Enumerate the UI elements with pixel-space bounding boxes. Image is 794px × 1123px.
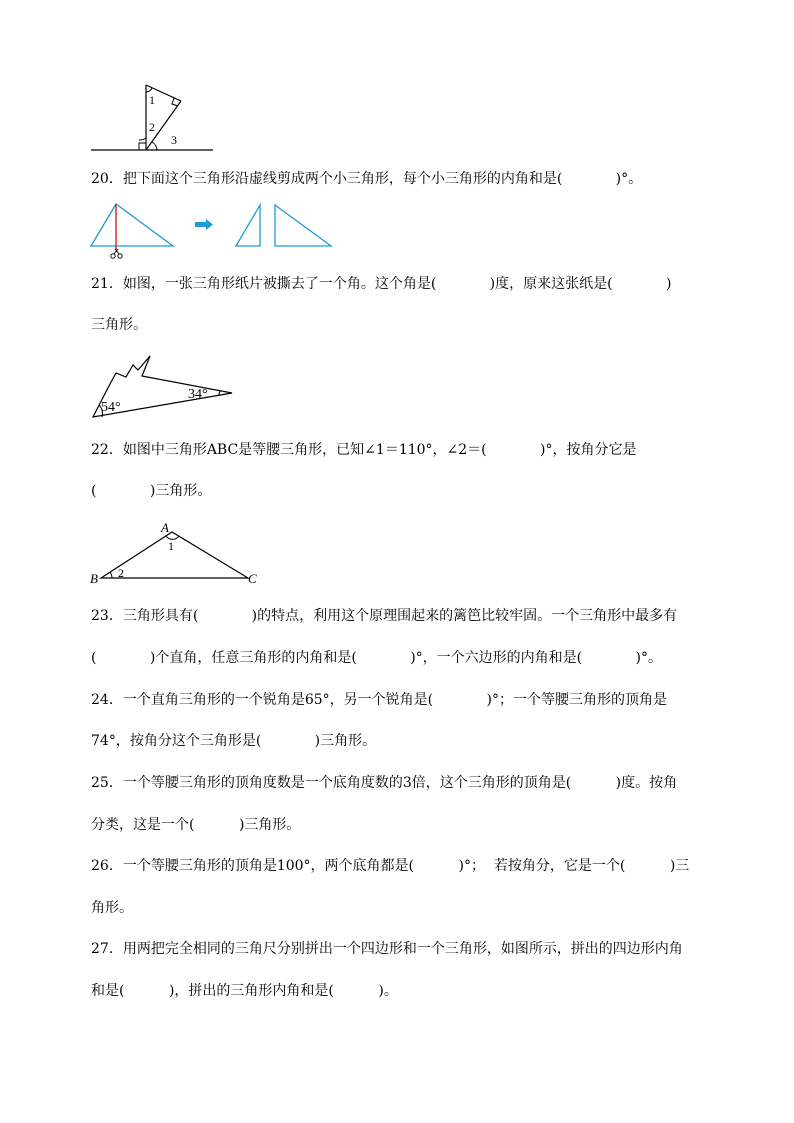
angle-label-3: 3 xyxy=(171,133,177,147)
cut-triangle-figure xyxy=(88,198,338,264)
question-23-line2: ( )个直角，任意三角形的内角和是( )°，一个六边形的内角和是( )°。 xyxy=(91,650,662,666)
question-21-line1: 21．如图，一张三角形纸片被撕去了一个角。这个角是( )度，原来这张纸是( ) xyxy=(91,276,672,292)
angle-arc-2 xyxy=(110,572,112,578)
angle-arc-1 xyxy=(146,88,152,92)
question-20-text: 20．把下面这个三角形沿虚线剪成两个小三角形，每个小三角形的内角和是( )°。 xyxy=(91,171,643,187)
angle-figure-19 xyxy=(85,78,225,156)
question-25-line2: 分类，这是一个( )三角形。 xyxy=(91,817,301,833)
question-24-line2: 74°，按角分这个三角形是( )三角形。 xyxy=(91,733,377,749)
question-27-line2: 和是( )，拼出的三角形内角和是( )。 xyxy=(91,983,398,999)
angle-arc-2 xyxy=(139,138,146,140)
question-21-line2: 三角形。 xyxy=(91,317,147,333)
vertex-a-label: A xyxy=(161,520,169,535)
small-triangle-left xyxy=(236,205,260,246)
question-22-line1: 22．如图中三角形ABC是等腰三角形，已知∠1＝110°，∠2＝( )°，按角分它是 xyxy=(91,442,637,458)
angle-54-label: 54° xyxy=(101,400,121,415)
arrow-right-icon xyxy=(195,219,213,230)
angle-arc-right xyxy=(219,391,220,395)
right-angle-mark-base xyxy=(139,143,146,150)
angle-2-label: 2 xyxy=(118,566,124,580)
question-24-line1: 24．一个直角三角形的一个锐角是65°，另一个锐角是( )°；一个等腰三角形的顶角是 xyxy=(91,692,667,708)
question-23-line1: 23．三角形具有( )的特点，利用这个原理围起来的篱笆比较牢固。一个三角形中最多有 xyxy=(91,608,678,624)
angle-arc-3 xyxy=(152,142,157,150)
question-25-line1: 25．一个等腰三角形的顶角度数是一个底角度数的3倍，这个三角形的顶角是( )度。按角 xyxy=(91,775,678,791)
original-triangle xyxy=(91,204,173,246)
question-27-line1: 27．用两把完全相同的三角尺分别拼出一个四边形和一个三角形，如图所示，拼出的四边形内角 xyxy=(91,941,683,957)
torn-triangle-figure xyxy=(88,352,238,422)
angle-34-label: 34° xyxy=(188,387,208,402)
angle-label-2: 2 xyxy=(149,120,155,134)
vertex-c-label: C xyxy=(248,571,257,586)
question-26-line2: 角形。 xyxy=(91,900,133,916)
question-26-line1: 26．一个等腰三角形的顶角是100°，两个底角都是( )°； 若按角分，它是一个( )三 xyxy=(91,858,690,874)
scissors-icon xyxy=(111,249,122,258)
angle-1-label: 1 xyxy=(168,539,174,553)
angle-label-1: 1 xyxy=(149,93,155,107)
question-22-line2: ( )三角形。 xyxy=(91,483,212,499)
small-triangle-right xyxy=(275,205,331,246)
vertex-b-label: B xyxy=(90,571,98,586)
triangle-abc-figure xyxy=(88,520,268,590)
